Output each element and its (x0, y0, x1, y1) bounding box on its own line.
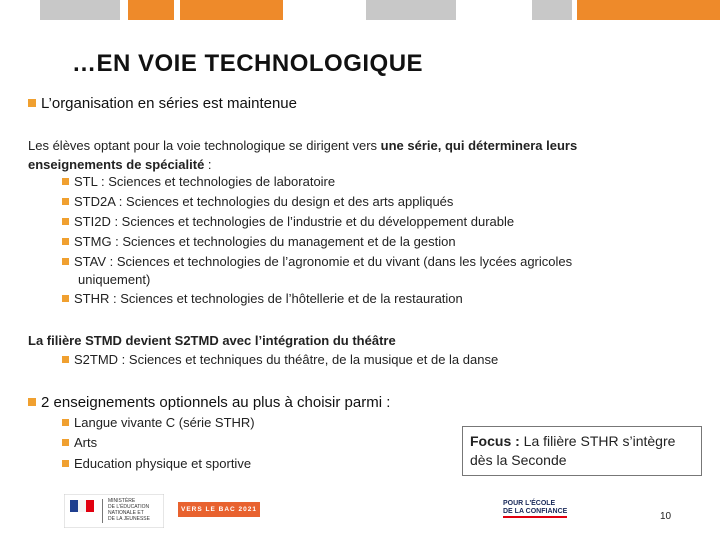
heading-options-text: 2 enseignements optionnels au plus à choisir parmi : (41, 394, 391, 411)
ministry-line: NATIONALE ET (108, 510, 144, 516)
heading-series-text: L’organisation en séries est maintenue (41, 95, 297, 112)
list-item-stl (62, 174, 335, 189)
ministry-logo (64, 494, 164, 528)
bullet-square-icon (62, 460, 69, 467)
bullet-square-icon (62, 218, 69, 225)
list-item-text: S2TMD : Sciences et techniques du théâtre, de la musique et de la danse (74, 352, 499, 367)
focus-text: La filière STHR s’intègre (519, 433, 676, 449)
top-bar-4 (366, 0, 456, 20)
s2tmd-heading: La filière STMD devient S2TMD avec l’intégration du théâtre (28, 333, 396, 348)
bullet-square-icon (62, 356, 69, 363)
bullet-square-icon (62, 419, 69, 426)
top-bar-1 (40, 0, 120, 20)
bullet-square-icon (62, 258, 69, 265)
list-item-option-eps (62, 456, 251, 471)
ministry-line: DE L'ÉDUCATION (108, 504, 150, 510)
list-item-sthr (62, 291, 463, 306)
intro-colon: : (204, 157, 212, 172)
list-item-option-arts (62, 435, 97, 450)
list-item-text: STL : Sciences et technologies de laboratoire (74, 174, 336, 189)
focus-label: Focus : (470, 433, 520, 449)
heading-series (28, 95, 297, 112)
list-item-text: Arts (74, 435, 98, 450)
list-item-text: Education physique et sportive (74, 456, 252, 471)
list-item-text: Langue vivante C (série STHR) (74, 415, 255, 430)
top-bar-6 (577, 0, 720, 20)
heading-options (28, 394, 390, 411)
list-item-stav (62, 254, 572, 269)
ecole-line: DE LA CONFIANCE (503, 508, 567, 518)
bullet-square-icon (28, 398, 36, 406)
top-bar-3 (180, 0, 283, 20)
bullet-square-icon (28, 99, 36, 107)
ministry-line: MINISTÈRE (108, 498, 136, 504)
intro-paragraph (28, 136, 668, 174)
bac-2021-badge: VERS LE BAC 2021 (178, 502, 260, 517)
page-number: 10 (660, 511, 672, 522)
top-bar-5 (532, 0, 572, 20)
list-item-stmg (62, 234, 456, 249)
bullet-square-icon (62, 238, 69, 245)
ministry-line: DE LA JEUNESSE (108, 516, 150, 522)
bullet-square-icon (62, 198, 69, 205)
list-item-option-lvc (62, 415, 255, 430)
ecole-confiance-logo (503, 500, 567, 518)
bullet-square-icon (62, 439, 69, 446)
focus-text-cont: dès la Seconde (470, 452, 567, 468)
list-item-stav-cont: uniquement) (78, 272, 151, 287)
page-title: …EN VOIE TECHNOLOGIQUE (72, 50, 424, 77)
bullet-square-icon (62, 178, 69, 185)
list-item-text: STHR : Sciences et technologies de l’hôtellerie et de la restauration (74, 291, 463, 306)
list-item-text: STI2D : Sciences et technologies de l’industrie et du développement durable (74, 214, 515, 229)
list-item-text: STAV : Sciences et technologies de l’agronomie et du vivant (dans les lycées agricoles (74, 254, 573, 269)
intro-text: Les élèves optant pour la voie technologique se dirigent vers (28, 138, 381, 153)
list-item-s2tmd (62, 352, 498, 367)
focus-box (462, 426, 702, 476)
list-item-text: STD2A : Sciences et technologies du design et des arts appliqués (74, 194, 454, 209)
ecole-line: POUR L'ÉCOLE (503, 500, 556, 507)
list-item-std2a (62, 194, 453, 209)
list-item-text: STMG : Sciences et technologies du management et de la gestion (74, 234, 456, 249)
list-item-sti2d (62, 214, 514, 229)
top-bar-2 (128, 0, 174, 20)
intro-bold: une série, qui déterminera leurs enseignements de spécialité (28, 138, 578, 172)
bullet-square-icon (62, 295, 69, 302)
